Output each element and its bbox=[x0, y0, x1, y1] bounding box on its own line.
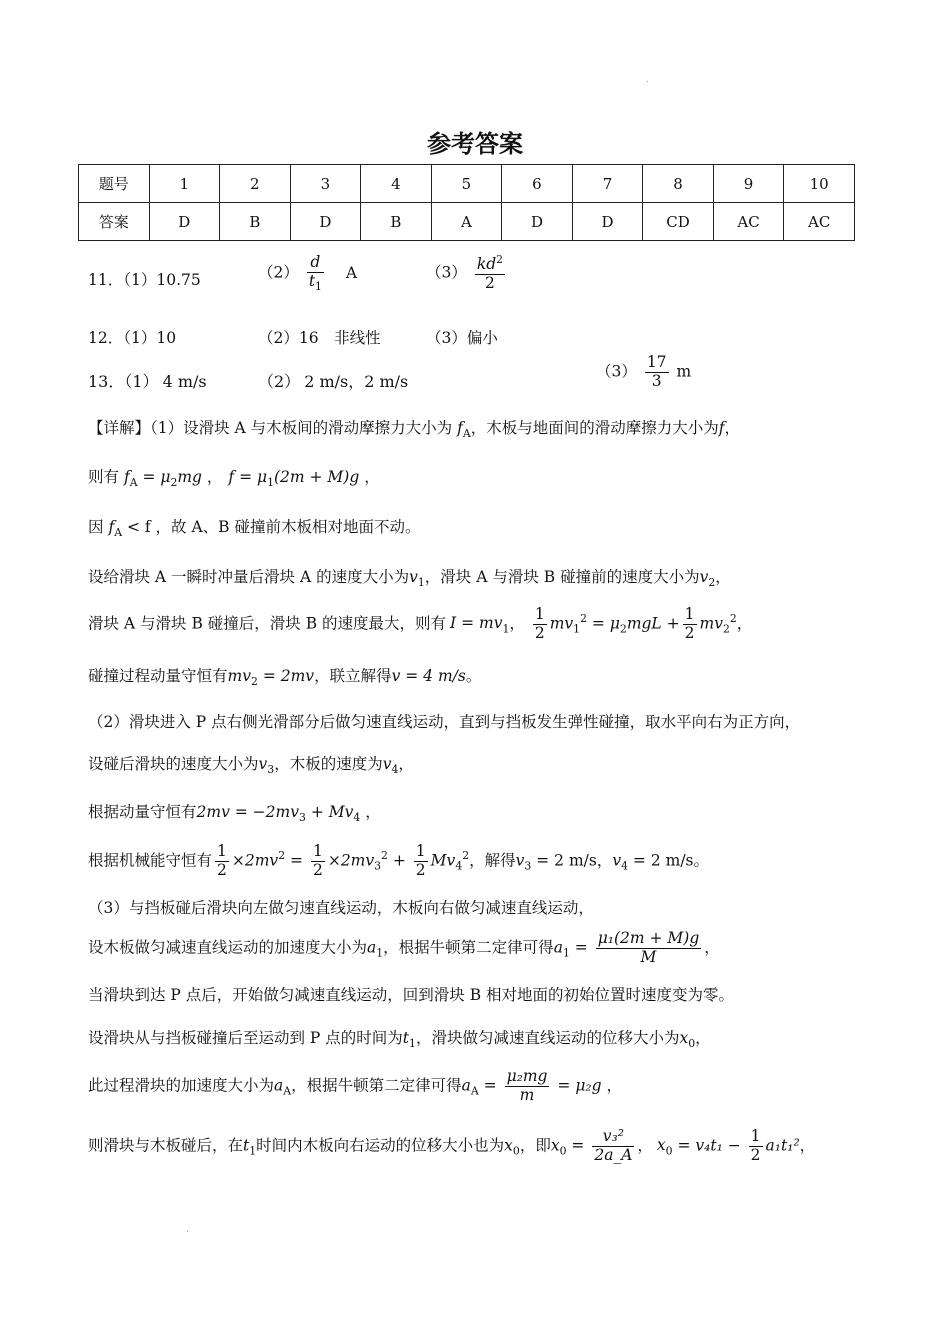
text: ， bbox=[201, 468, 223, 486]
text: = bbox=[285, 851, 308, 870]
table-cell: AC bbox=[784, 203, 855, 241]
q12-p1: （1）10 bbox=[123, 329, 177, 347]
detail-tag: 【详解】 bbox=[88, 419, 151, 437]
table-row-numbers bbox=[79, 165, 855, 203]
frac-num: μ₁(2m + M)g bbox=[597, 929, 700, 947]
detail-line-2 bbox=[88, 468, 380, 489]
sup: 2 bbox=[278, 849, 286, 863]
detail-line-11: （3）与挡板碰后滑块向左做匀速直线运动，木板向右做匀减速直线运动， bbox=[88, 899, 594, 917]
q11-part1 bbox=[88, 268, 201, 290]
frac-den: 2 bbox=[217, 860, 227, 879]
frac-den: 2a_A bbox=[594, 1145, 633, 1164]
fraction-half bbox=[533, 606, 547, 643]
corner-dot: . bbox=[646, 74, 650, 85]
frac-num: 1 bbox=[684, 605, 695, 623]
text: ，解得 bbox=[469, 851, 516, 870]
sym: x bbox=[679, 1029, 689, 1047]
detail-line-8 bbox=[88, 755, 414, 776]
q11-p3-label: （3） bbox=[426, 263, 467, 282]
sub: A bbox=[129, 476, 138, 490]
q12-part3: （3）偏小 bbox=[426, 329, 498, 347]
sub: 4 bbox=[455, 859, 463, 873]
frac-num: 17 bbox=[646, 353, 667, 371]
sym: f = μ bbox=[228, 468, 268, 486]
text: ， bbox=[695, 1029, 711, 1047]
frac-num: d bbox=[310, 253, 321, 271]
q13-part2 bbox=[258, 369, 408, 392]
detail-line-12: 设木板做匀减速直线运动的加速度大小为$a_1$，根据牛顿第二定律可得$a_1$ = $\frac{\text{μ₁(2m + M)g}}{M}$ ， bbox=[88, 929, 720, 966]
sym: v bbox=[258, 755, 268, 773]
table-cell: D bbox=[290, 203, 361, 241]
table-cell: 1 bbox=[149, 165, 220, 203]
text: ， bbox=[360, 803, 381, 821]
q12-part2: （2）16 非线性 bbox=[258, 329, 381, 347]
detail-line-7: （2）滑块进入 P 点右侧光滑部分后做匀速直线运动，直到与挡板发生弹性碰撞，取水平向右为正方向， bbox=[88, 713, 801, 731]
frac-den: 3 bbox=[651, 371, 662, 390]
detail-line-3 bbox=[88, 518, 420, 539]
sub: 1 bbox=[267, 476, 274, 490]
sub: 1 bbox=[409, 1037, 416, 1051]
detail-line-10 bbox=[88, 843, 709, 880]
detail-line-4 bbox=[88, 568, 731, 589]
text: 滑块 A 与滑块 B 碰撞后，滑块 B 的速度最大，则有 bbox=[88, 614, 447, 633]
table-cell: D bbox=[149, 203, 220, 241]
sym: = v₄t₁ − bbox=[672, 1136, 746, 1155]
sub: 4 bbox=[353, 811, 361, 825]
table-cell: D bbox=[502, 203, 573, 241]
frac-num: μ₂mg bbox=[506, 1067, 548, 1085]
detail-line-15: 此过程滑块的加速度大小为$a_A$，根据牛顿第二定律可得$a_A$ = $\frac{\text{μ₂mg}}{m}$ = μ₂g ， bbox=[88, 1067, 622, 1104]
text: ， bbox=[637, 1136, 653, 1155]
detail-line-6 bbox=[88, 667, 481, 688]
sub: 3 bbox=[298, 811, 306, 825]
detail-line-9 bbox=[88, 803, 381, 824]
q11-p1-label: （1） bbox=[123, 271, 157, 289]
table-cell: 2 bbox=[220, 165, 291, 203]
sym: v bbox=[515, 851, 525, 870]
frac-den: 2 bbox=[750, 1145, 761, 1164]
text: ，木板的速度为 bbox=[274, 755, 383, 773]
q13-number: 13． bbox=[88, 372, 125, 391]
sym: mv bbox=[699, 614, 723, 633]
q11-p3-fraction bbox=[475, 254, 505, 293]
text: （1）设滑块 A 与木板间的滑动摩擦力大小为 bbox=[150, 419, 458, 437]
q13-p3-fraction bbox=[645, 354, 669, 391]
table-cell: 6 bbox=[502, 165, 573, 203]
sub: 3 bbox=[374, 859, 382, 873]
text: ， bbox=[509, 614, 525, 633]
sym: v bbox=[612, 851, 622, 870]
sym: a bbox=[367, 938, 377, 957]
sym: x bbox=[656, 1136, 666, 1155]
sym: = 2mv bbox=[257, 667, 315, 685]
sym: a bbox=[274, 1076, 284, 1095]
q12-part1 bbox=[88, 326, 176, 348]
frac-den: m bbox=[519, 1085, 535, 1104]
frac-num: 1 bbox=[415, 842, 426, 860]
footer-dot: . bbox=[186, 1224, 190, 1235]
fraction-half bbox=[311, 843, 325, 880]
text: = 2 m/s， bbox=[531, 851, 613, 870]
sym: v = 4 m/s bbox=[391, 667, 466, 685]
sub: 2 bbox=[170, 476, 178, 490]
text: ， bbox=[704, 938, 720, 957]
answer-table bbox=[78, 164, 855, 241]
sub: 1 bbox=[502, 622, 510, 636]
q13-p2-value: 2 m/s，2 m/s bbox=[304, 372, 409, 391]
q13-part3 bbox=[596, 354, 691, 391]
sup: 2 bbox=[462, 849, 470, 863]
sym: mv bbox=[227, 667, 251, 685]
q11-p1-value: 10.75 bbox=[156, 271, 201, 289]
sup: 2 bbox=[729, 612, 737, 626]
sub: A bbox=[470, 1084, 479, 1098]
frac-num: 1 bbox=[534, 605, 545, 623]
sub: 2 bbox=[250, 675, 258, 689]
q13-p3-unit: m bbox=[676, 362, 692, 381]
fraction-half bbox=[414, 843, 428, 880]
sym: a bbox=[553, 938, 563, 957]
frac-den: t bbox=[308, 271, 316, 290]
sym: v bbox=[699, 568, 709, 586]
fraction-half bbox=[215, 843, 229, 880]
table-cell: 8 bbox=[643, 165, 714, 203]
q11-p2-unit: A bbox=[345, 263, 358, 282]
table-cell: A bbox=[431, 203, 502, 241]
detail-line-13: 当滑块到达 P 点后，开始做匀减速直线运动，回到滑块 B 相对地面的初始位置时速度变为零。 bbox=[88, 986, 735, 1004]
q13-p1-label: （1） bbox=[124, 372, 159, 391]
text: ， bbox=[398, 755, 414, 773]
sub: 2 bbox=[722, 622, 730, 636]
sym: mg bbox=[177, 468, 202, 486]
fraction-half bbox=[749, 1128, 763, 1165]
fraction-x0 bbox=[592, 1128, 634, 1165]
fraction-aA bbox=[505, 1068, 550, 1105]
sym: a₁t₁² bbox=[765, 1136, 800, 1155]
table-cell: 10 bbox=[784, 165, 855, 203]
text: 则有 bbox=[88, 468, 124, 486]
sym: f bbox=[108, 518, 115, 536]
text: ，滑块 A 与滑块 B 碰撞前的速度大小为 bbox=[424, 568, 700, 586]
sub: 1 bbox=[562, 946, 570, 960]
table-cell: 9 bbox=[713, 165, 784, 203]
sym: = μ bbox=[137, 468, 171, 486]
q12-number: 12． bbox=[88, 329, 124, 347]
table-cell: 5 bbox=[431, 165, 502, 203]
q11-part2 bbox=[258, 254, 357, 293]
sub: 2 bbox=[619, 622, 627, 636]
sub: 4 bbox=[391, 763, 399, 777]
sym: t bbox=[402, 1029, 410, 1047]
sym: a bbox=[461, 1076, 471, 1095]
sym: v bbox=[409, 568, 418, 586]
sym: ×2mv bbox=[231, 851, 279, 870]
text: 因 bbox=[88, 518, 109, 536]
sub: A bbox=[283, 1084, 292, 1098]
sub: 4 bbox=[621, 859, 628, 873]
text: 碰撞过程动量守恒有 bbox=[88, 667, 228, 685]
q11-p2-fraction bbox=[307, 254, 324, 293]
frac-num-sup: 2 bbox=[496, 253, 504, 266]
q11-part3 bbox=[426, 254, 508, 293]
sub: 2 bbox=[708, 576, 716, 590]
text: 根据机械能守恒有 bbox=[88, 851, 213, 870]
text: ， bbox=[715, 568, 731, 586]
sym: x bbox=[550, 1136, 560, 1155]
text: ， bbox=[359, 468, 380, 486]
table-cell: 7 bbox=[572, 165, 643, 203]
sym: f bbox=[718, 419, 725, 437]
text: 设给滑块 A 一瞬时冲量后滑块 A 的速度大小为 bbox=[88, 568, 410, 586]
frac-den-sub: 1 bbox=[315, 279, 322, 293]
sub: 1 bbox=[417, 576, 425, 590]
sup: 2 bbox=[580, 612, 587, 626]
table-cell: B bbox=[361, 203, 432, 241]
q13-p2-label: （2） bbox=[258, 372, 301, 391]
table-cell: B bbox=[220, 203, 291, 241]
sym: = μ₂g bbox=[552, 1076, 602, 1095]
text: 设木板做匀减速直线运动的加速度大小为 bbox=[88, 938, 368, 957]
sym: = μ bbox=[586, 614, 620, 633]
text: + bbox=[387, 851, 411, 870]
table-cell: 4 bbox=[361, 165, 432, 203]
frac-num: 1 bbox=[750, 1127, 761, 1145]
sub: A bbox=[114, 526, 123, 540]
answer-label: 答案 bbox=[79, 203, 150, 241]
text: 此过程滑块的加速度大小为 bbox=[88, 1076, 275, 1095]
sup: 2 bbox=[381, 849, 388, 863]
q13-part1 bbox=[88, 369, 207, 392]
sym: (2m + M)g bbox=[273, 468, 360, 486]
text: ，木板与地面间的滑动摩擦力大小为 bbox=[470, 419, 719, 437]
frac-den: 2 bbox=[415, 860, 426, 879]
sym: f bbox=[123, 468, 130, 486]
frac-num: 1 bbox=[217, 842, 227, 860]
text: < f ，故 A、B 碰撞前木板相对地面不动。 bbox=[122, 518, 421, 536]
sym: + Mv bbox=[305, 803, 354, 821]
sym: mgL + bbox=[626, 614, 680, 633]
text: 则滑块与木板碰后，在 bbox=[88, 1136, 244, 1155]
table-row-answers bbox=[79, 203, 855, 241]
table-cell: CD bbox=[643, 203, 714, 241]
sym: I = mv bbox=[450, 614, 503, 633]
text: ，即 bbox=[519, 1136, 551, 1155]
frac-den: 2 bbox=[534, 623, 545, 642]
sym: Mv bbox=[430, 851, 456, 870]
text: 设滑块从与挡板碰撞后至运动到 P 点的时间为 bbox=[88, 1029, 403, 1047]
text: ，滑块做匀减速直线运动的位移大小为 bbox=[415, 1029, 680, 1047]
text: ， bbox=[799, 1136, 816, 1155]
detail-line-14 bbox=[88, 1029, 711, 1050]
q13-p3-label: （3） bbox=[596, 362, 637, 381]
sym: v bbox=[382, 755, 392, 773]
frac-den: 2 bbox=[312, 860, 323, 879]
text: ， bbox=[601, 1076, 622, 1095]
text: ，根据牛顿第二定律可得 bbox=[291, 1076, 462, 1095]
q11-number: 11． bbox=[88, 271, 124, 289]
sub: 0 bbox=[512, 1144, 520, 1158]
frac-den: M bbox=[640, 947, 657, 966]
frac-num: kd bbox=[476, 255, 497, 274]
text: = 2 m/s bbox=[628, 851, 694, 870]
sym: ×2mv bbox=[327, 851, 375, 870]
text: ，根据牛顿第二定律可得 bbox=[383, 938, 554, 957]
sym: mv bbox=[549, 614, 574, 633]
frac-den: 2 bbox=[684, 623, 695, 642]
sym: 2mv = −2mv bbox=[196, 803, 299, 821]
sub: 1 bbox=[249, 1144, 257, 1158]
sub: A bbox=[462, 427, 471, 441]
frac-num: v₃² bbox=[592, 1128, 634, 1147]
q11-p2-label: （2） bbox=[258, 263, 299, 282]
detail-line-16 bbox=[88, 1128, 815, 1165]
table-cell: D bbox=[572, 203, 643, 241]
table-cell: 3 bbox=[290, 165, 361, 203]
text: 时间内木板向右运动的位移大小也为 bbox=[256, 1136, 505, 1155]
header-label: 题号 bbox=[79, 165, 150, 203]
text: ， bbox=[724, 419, 740, 437]
sub: 3 bbox=[524, 859, 532, 873]
sub: 1 bbox=[376, 946, 384, 960]
sub: 3 bbox=[267, 763, 275, 777]
sym: x bbox=[504, 1136, 513, 1155]
text: = bbox=[566, 1136, 590, 1155]
frac-den: 2 bbox=[484, 273, 495, 292]
detail-line-1 bbox=[88, 419, 740, 440]
text: 。 bbox=[693, 851, 710, 870]
frac-num: 1 bbox=[312, 842, 323, 860]
text: ，联立解得 bbox=[314, 667, 392, 685]
sym: f bbox=[457, 419, 463, 437]
q13-p1-value: 4 m/s bbox=[162, 372, 207, 391]
text: 根据动量守恒有 bbox=[88, 803, 197, 821]
text: 设碰后滑块的速度大小为 bbox=[88, 755, 259, 773]
text: 。 bbox=[465, 667, 482, 685]
sub: 0 bbox=[665, 1144, 673, 1158]
detail-line-5 bbox=[88, 606, 752, 643]
sub: 0 bbox=[688, 1037, 696, 1051]
sub: 0 bbox=[559, 1144, 567, 1158]
page-title: 参考答案 bbox=[427, 129, 523, 158]
fraction-half bbox=[683, 606, 697, 643]
text: ， bbox=[736, 614, 753, 633]
sym: t bbox=[243, 1136, 250, 1155]
table-cell: AC bbox=[713, 203, 784, 241]
sub: 1 bbox=[573, 622, 581, 636]
fraction-a1 bbox=[596, 930, 702, 967]
